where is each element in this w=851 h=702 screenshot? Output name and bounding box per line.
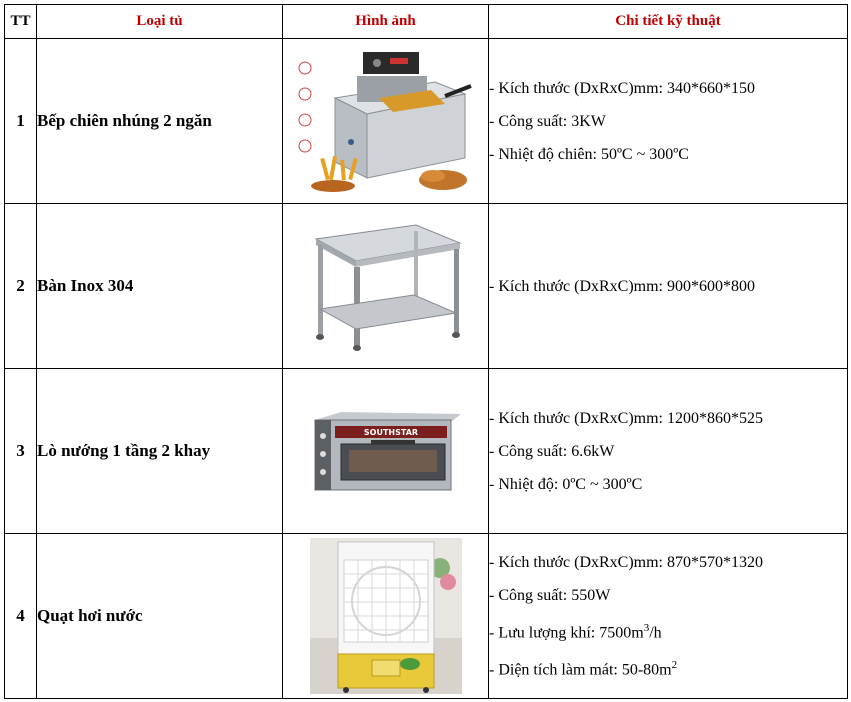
product-name: Bếp chiên nhúng 2 ngăn: [37, 39, 283, 204]
air-cooler-image: [310, 538, 462, 694]
product-name: Bàn Inox 304: [37, 204, 283, 369]
area-exponent: 2: [671, 659, 678, 671]
spec-line: - Nhiệt độ chiên: 50ºC ~ 300ºC: [489, 145, 689, 163]
spec-details: [489, 204, 848, 369]
row-number: 1: [5, 39, 37, 204]
row-number: 2: [5, 204, 37, 369]
table-row: [5, 534, 848, 699]
spec-line: - Công suất: 3KW: [489, 112, 606, 130]
product-name: Lò nướng 1 tầng 2 khay: [37, 369, 283, 534]
header-type: Loại tủ: [37, 5, 283, 39]
product-image-cell: [283, 534, 489, 699]
airflow-exponent: 3: [643, 621, 650, 634]
header-details: Chi tiết kỹ thuật: [489, 5, 848, 39]
row-number: 3: [5, 369, 37, 534]
spec-line: - Kích thước (DxRxC)mm: 870*570*1320: [489, 553, 763, 571]
spec-line-area: [489, 649, 847, 686]
area-text: - Diện tích làm mát: 50-80m: [489, 661, 672, 679]
spec-details: [489, 369, 848, 534]
stainless-table-image: [306, 217, 466, 355]
header-tt: TT: [5, 5, 37, 39]
airflow-unit-suffix: /h: [649, 624, 662, 641]
row-number: 4: [5, 534, 37, 699]
airflow-text: - Lưu lượng khí: 7500m: [489, 624, 644, 641]
product-image-cell: [283, 39, 489, 204]
product-image-cell: [283, 369, 489, 534]
spec-table: [4, 4, 848, 699]
table-row: [5, 369, 848, 534]
spec-line-airflow: [489, 612, 847, 649]
table-row: [5, 204, 848, 369]
spec-line: - Nhiệt độ: 0ºC ~ 300ºC: [489, 475, 643, 493]
table-row: [5, 39, 848, 204]
spec-line: - Kích thước (DxRxC)mm: 340*660*150: [489, 79, 755, 97]
product-name: Quạt hơi nước: [37, 534, 283, 699]
spec-line: - Kích thước (DxRxC)mm: 900*600*800: [489, 277, 755, 295]
spec-line: - Kích thước (DxRxC)mm: 1200*860*525: [489, 409, 763, 427]
header-image: Hình ảnh: [283, 5, 489, 39]
spec-line: - Công suất: 6.6kW: [489, 442, 615, 460]
spec-details: [489, 534, 848, 699]
product-image-cell: [283, 204, 489, 369]
spec-line: - Công suất: 550W: [489, 586, 611, 604]
header-row: [5, 5, 848, 39]
fryer-image: [295, 46, 477, 196]
spec-details: [489, 39, 848, 204]
oven-brand-label: SOUTHSTAR: [363, 428, 418, 437]
oven-image: [311, 410, 461, 492]
